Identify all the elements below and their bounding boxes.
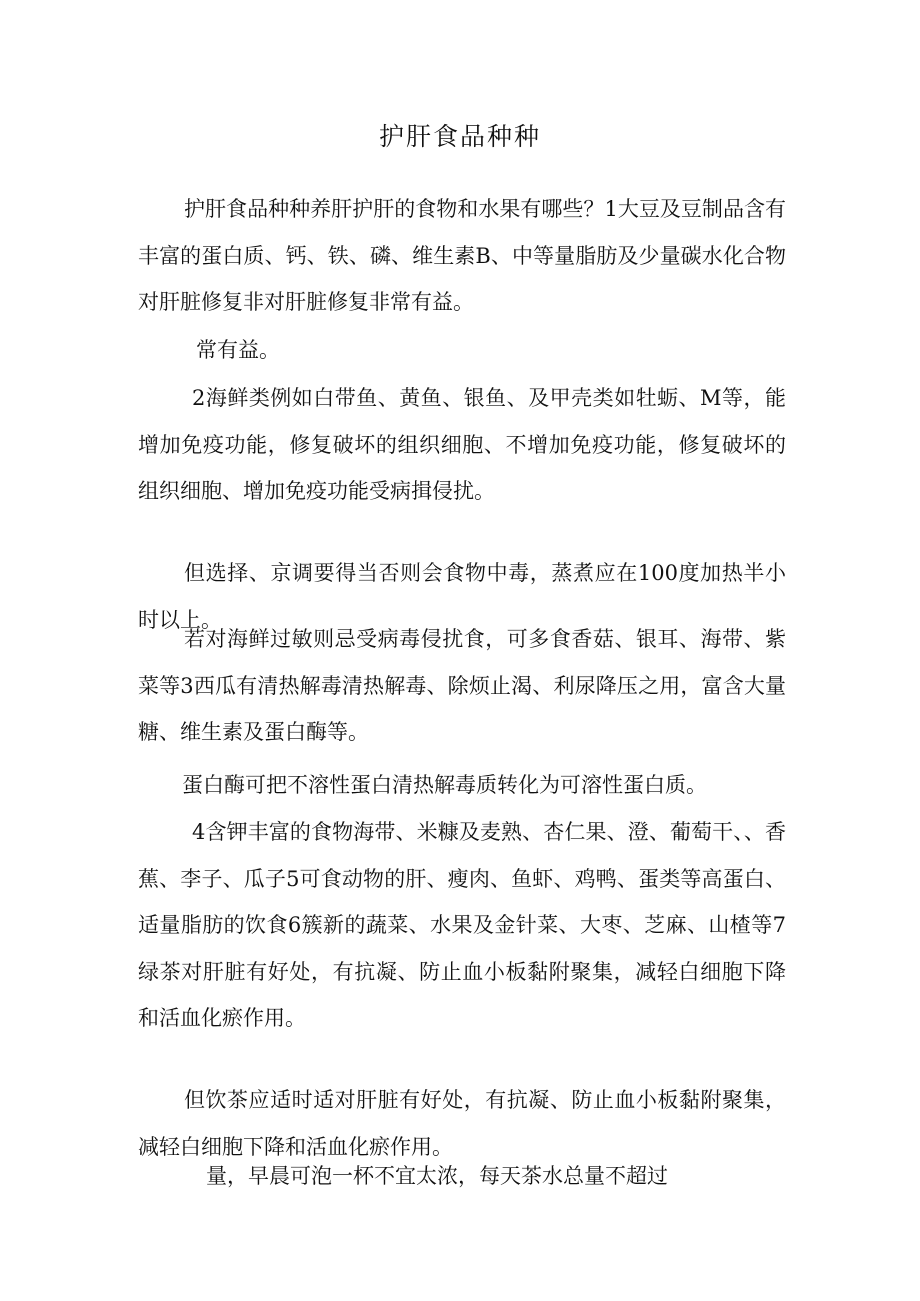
document-title: 护肝食品种种 [378, 122, 541, 151]
paragraph-seafood: 2海鲜类例如白带鱼、黄鱼、银鱼、及甲壳类如牡蛎、M等，能增加免疫功能，修复破坏的组织细胞、不增加免疫功能，修复破坏的组织细胞、增加免疫功能受病揖侵扰。 [138, 386, 786, 503]
paragraph-soy-products: 护肝食品种种养肝护肝的食物和水果有哪些？1大豆及豆制品含有丰富的蛋白质、钙、铁、磷、维生素B、中等量脂肪及少量碳水化合物对肝脏修复非对肝脏修复非常有益。 [138, 197, 786, 314]
paragraph-cooking: 但选择、京调要得当否则会食物中毒，蒸煮应在100度加热半小时以上。 [138, 561, 786, 632]
paragraph-allergy-watermelon: 若对海鲜过敏则忌受病毒侵扰食，可多食香菇、银耳、海带、紫菜等3西瓜有清热解毒清热解毒、除烦止渴、利尿降压之用，富含大量糖、维生素及蛋白酶等。 [138, 627, 786, 744]
paragraph-protease: 蛋白酶可把不溶性蛋白清热解毒质转化为可溶性蛋白质。 [182, 773, 707, 797]
paragraph-potassium-foods: 4含钾丰富的食物海带、米糠及麦熟、杏仁果、澄、葡萄干、、香蕉、李子、瓜子5可食动物的肝、瘦肉、鱼虾、鸡鸭、蛋类等高蛋白、适量脂肪的饮食6簇新的蔬菜、水果及金针菜、大枣、芝麻、山楂等7绿茶对肝脏有好处，有抗凝、防止血小板黏附聚集，减轻白细胞下降和活血化瘀作用。 [138, 820, 786, 1030]
paragraph-tea-amount: 量，早晨可泡一杯不宜太浓，每天茶水总量不超过 [206, 1164, 668, 1188]
paragraph-beneficial: 常有益。 [196, 338, 280, 362]
paragraph-tea-timing: 但饮茶应适时适对肝脏有好处，有抗凝、防止血小板黏附聚集，减轻白细胞下降和活血化瘀作用。 [138, 1088, 786, 1159]
